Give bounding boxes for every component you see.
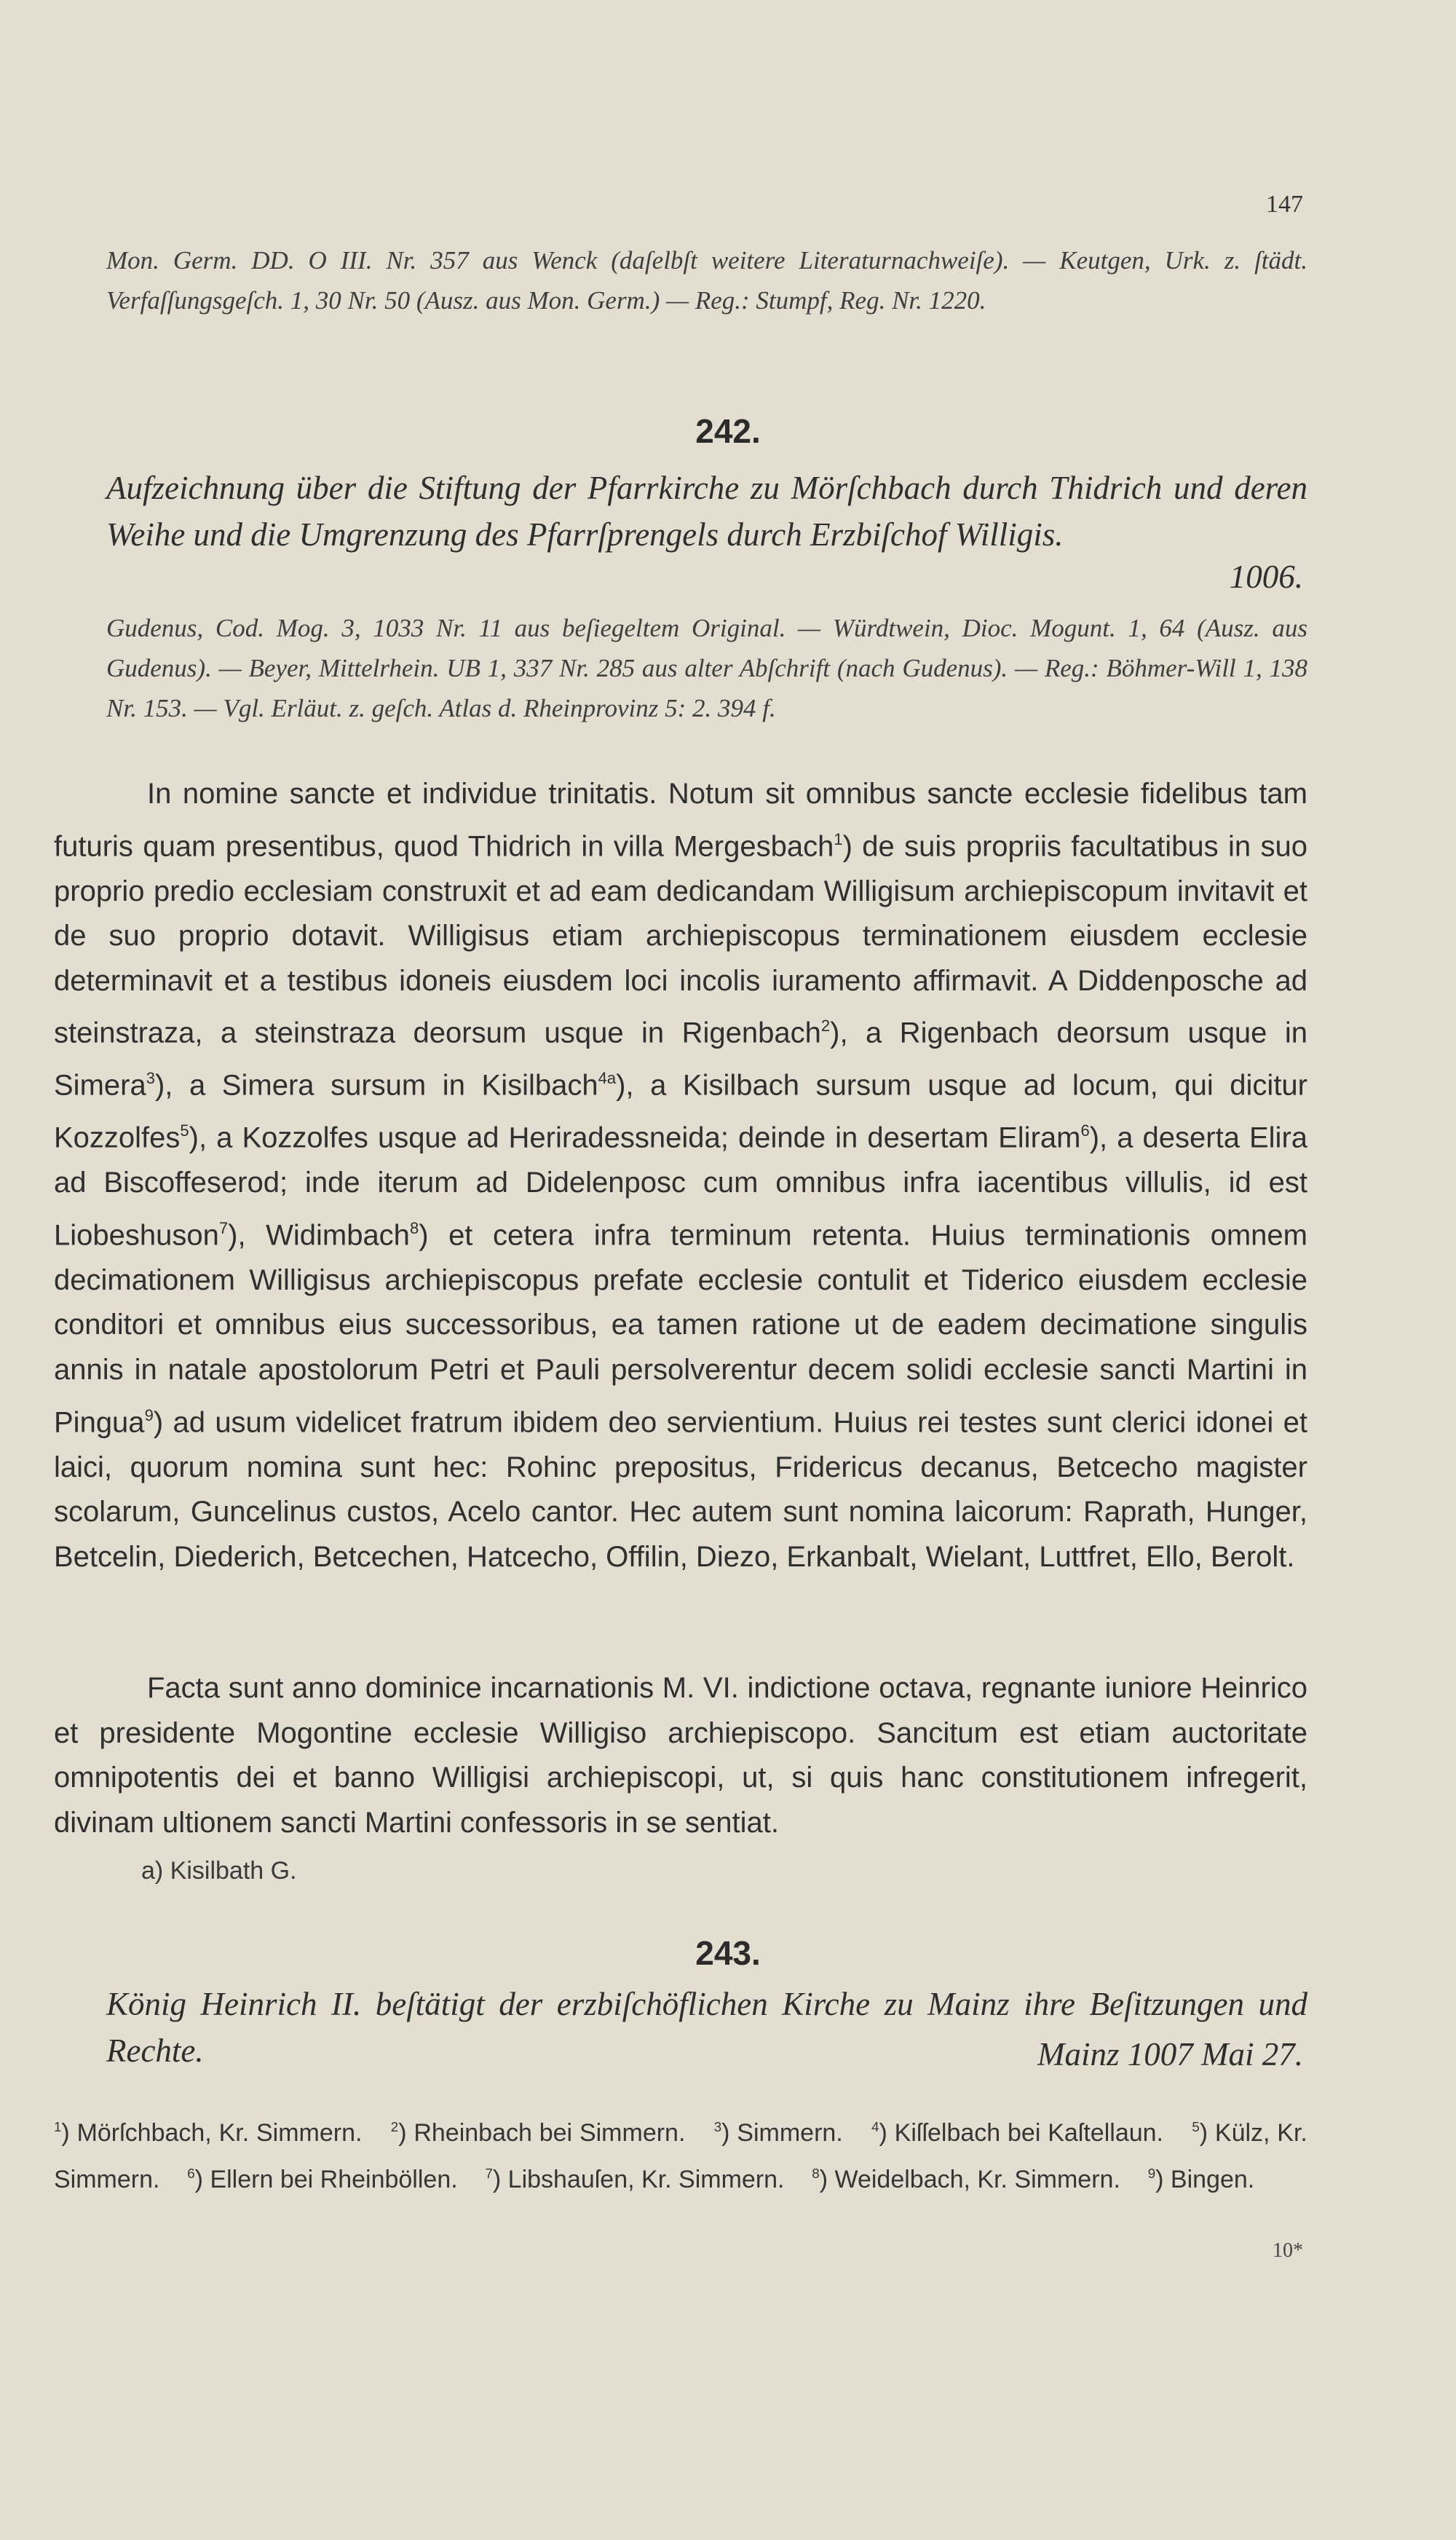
document-242-date: 1006. xyxy=(1229,559,1303,595)
footnote-ref: 9 xyxy=(144,1405,154,1424)
charter-text-paragraph-1: In nomine sancte et individue trinitatis. Notum sit omnibus sancte ecclesie fidelibus tam futuris quam presentibus, quod Thidrich in villa Mergesbach$^1$) de suis propriis facultatibus in suo proprio predio ecclesiam construxit et ad eam dedicandam Willigisum archiepiscopum invitavit et de suo proprio dotavit. Willigisus etiam archiepiscopus terminationem eiusdem ecclesie determinavit et a testibus idoneis eiusdem loci incolis iuramento affirmavit. A Diddenposche ad steinstraza, a steinstraza deorsum usque in Rigenbach$^2$), a Rigenbach deorsum usque in Simera$^3$), a Simera sursum in Kisilbach$^{4a}$), a Kisilbach sursum usque ad locum, qui dicitur Kozzolfes$^5$), a Kozzolfes usque ad Heriradessneida; deinde in desertam Eliram$^6$), a deserta Elira ad Biscoffeserod; inde iterum ad Didelenposc cum omnibus infra iacentibus villulis, id est Liobeshuson$^7$), Widimbach$^8$) et cetera infra terminum retenta. Huius terminationis omnem decimationem Willigisus archiepiscopus prefate ecclesie contulit et Tiderico eiusdem ecclesie conditori et omnibus eius successoribus, ea tamen ratione ut de eadem decimatione singulis annis in natale apostolorum Petri et Pauli persolverentur decem solidi ecclesie sancti Martini in Pingua$^9$) ad usum videlicet fratrum ibidem deo servientium. Huius rei testes sunt clerici idonei et laici, quorum nomina sunt hec: Rohinc prepositus, Fridericus decanus, Betcecho magister scolarum, Guncelinus custos, Acelo cantor. Hec autem sunt nomina laicorum: Raprath, Hunger, Betcelin, Diederich, Betcechen, Hatcecho, Offilin, Diezo, Erkanbalt, Wielant, Luttfret, Ello, Berolt. xyxy=(54,778,1308,1573)
document-number-242: 242. xyxy=(695,412,761,450)
footnote-ref: 5 xyxy=(180,1121,189,1140)
footnote-ref: 3 xyxy=(146,1069,155,1088)
variant-reading-note: a) Kisilbath G. xyxy=(141,1857,297,1885)
sheet-signature: 10* xyxy=(1273,2239,1303,2262)
preceding-document-notes: Mon. Germ. DD. O III. Nr. 357 aus Wenck (daſelbſt weitere Literaturnachweiſe). — Keutgen, Urk. z. ſtädt. Verfaſſungsgeſch. 1, 30 Nr. 50 (Ausz. aus Mon. Germ.) — Reg.: Stumpf, Reg. Nr. 1220. xyxy=(106,246,1307,315)
footnote-ref: 2 xyxy=(820,1017,831,1036)
charter-text-paragraph-2: Facta sunt anno dominice incarnationis M. VI. indictione octava, regnante iuniore Heinrico et presidente Mogontine ecclesie Willigiso archiepiscopo. Sancitum est etiam auctoritate omnipotentis dei et banno Willigisi archiepiscopi, ut, si quis hanc constitutionem infregerit, divinam ultionem sancti Martini confessoris in se sentiat. xyxy=(54,1672,1307,1839)
page-number: 147 xyxy=(1266,191,1303,218)
document-number-243: 243. xyxy=(695,1934,761,1972)
document-242-sources: Gudenus, Cod. Mog. 3, 1033 Nr. 11 aus beſiegeltem Original. — Würdtwein, Dioc. Mogunt. 1, 64 (Ausz. aus Gudenus). — Beyer, Mittelrhein. UB 1, 337 Nr. 285 aus alter Abſchrift (nach Gudenus). — Reg.: Böhmer-Will 1, 138 Nr. 153. — Vgl. Erläut. z. geſch. Atlas d. Rheinprovinz 5: 2. 394 f. xyxy=(106,614,1307,722)
footnote-ref: 6 xyxy=(1080,1121,1090,1140)
footnote-ref: 4a xyxy=(598,1069,617,1088)
footnote-ref: 7 xyxy=(218,1218,229,1237)
document-243-summary: König Heinrich II. beſtätigt der erzbiſchöflichen Kirche zu Mainz ihre Beſitzungen und Rechte. xyxy=(106,1986,1307,2069)
footnote-ref: 1 xyxy=(834,829,843,848)
footnote-ref: 8 xyxy=(409,1218,419,1237)
footnotes: $^1$) Mörſchbach, Kr. Simmern. $^2$) Rheinbach bei Simmern. $^3$) Simmern. $^4$) Kiſſelbach bei Kaſtellaun. $^5$) Külz, Kr. Simmern. $^6$) Ellern bei Rheinböllen. $^7$) Libshauſen, Kr. Simmern. $^8$) Weidelbach, Kr. Simmern. $^9$) Bingen. xyxy=(54,2119,1307,2194)
document-242-summary: Aufzeichnung über die Stiftung der Pfarrkirche zu Mörſchbach durch Thidrich und deren Weihe und die Umgrenzung des Pfarrſprengels durch Erzbiſchof Willigis. xyxy=(106,470,1307,553)
document-243-date: Mainz 1007 Mai 27. xyxy=(1037,2036,1303,2072)
